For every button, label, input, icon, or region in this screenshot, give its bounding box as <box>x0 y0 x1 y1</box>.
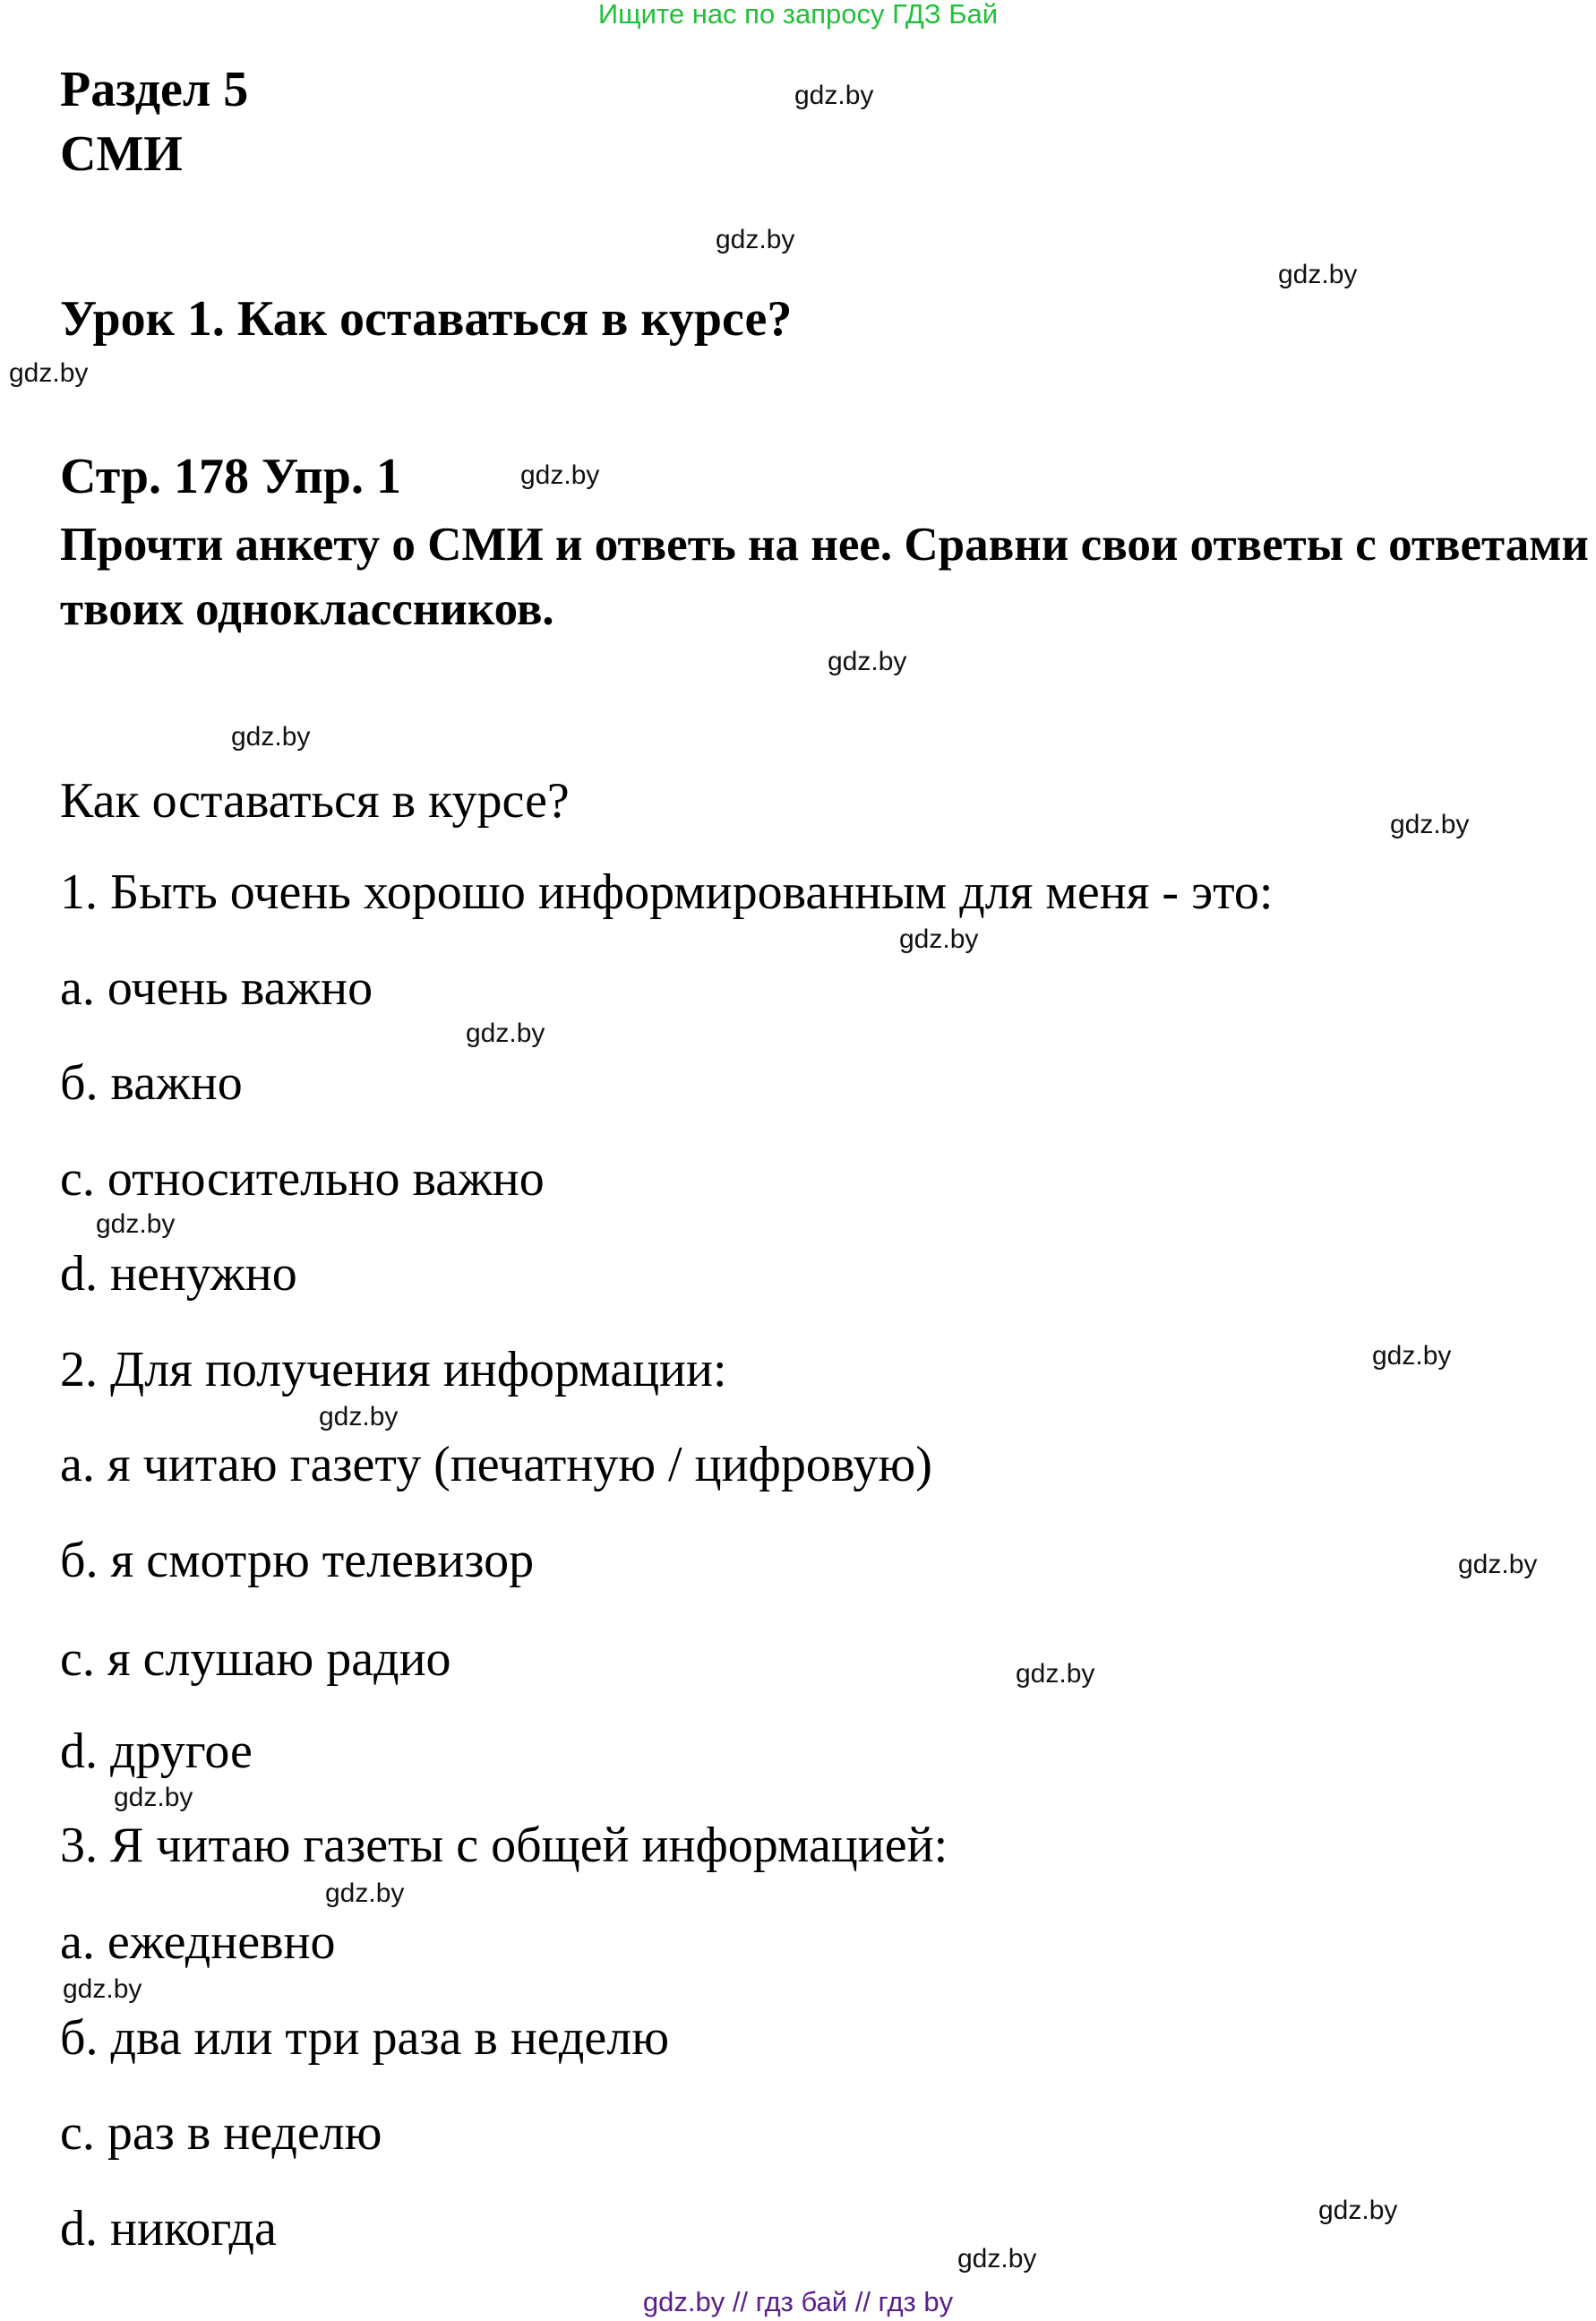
survey-option: б. важно <box>60 1055 243 1111</box>
survey-option: d. ненужно <box>60 1246 297 1302</box>
footer-links: gdz.by // гдз бай // гдз by <box>642 2286 954 2317</box>
watermark: gdz.by <box>319 1402 399 1431</box>
exercise-heading: Стр. 178 Упр. 1 <box>60 449 401 504</box>
survey-question: 3. Я читаю газеты с общей информацией: <box>60 1818 948 1873</box>
watermark: gdz.by <box>1458 1550 1538 1579</box>
survey-option: б. я смотрю телевизор <box>60 1533 535 1588</box>
search-banner: Ищите нас по запросу ГДЗ Бай <box>597 0 999 30</box>
survey-question: 1. Быть очень хорошо информированным для меня - это: <box>60 864 1274 920</box>
watermark: gdz.by <box>520 460 600 490</box>
watermark: gdz.by <box>1390 810 1470 839</box>
watermark: gdz.by <box>716 225 795 254</box>
watermark: gdz.by <box>231 722 311 752</box>
watermark: gdz.by <box>828 647 907 676</box>
watermark: gdz.by <box>899 924 979 954</box>
watermark: gdz.by <box>466 1019 545 1048</box>
watermark: gdz.by <box>1318 2196 1398 2225</box>
watermark: gdz.by <box>794 81 874 110</box>
survey-title: Как оставаться в курсе? <box>60 773 570 829</box>
survey-option: a. очень важно <box>60 960 373 1016</box>
task-text: Прочти анкету о СМИ и ответь на нее. Сравни свои ответы с ответами твоих одноклассников. <box>60 519 1589 635</box>
survey-option: d. никогда <box>60 2201 277 2257</box>
section-heading: Раздел 5 <box>60 62 249 117</box>
watermark: gdz.by <box>9 358 89 388</box>
watermark: gdz.by <box>1016 1659 1095 1689</box>
survey-option: c. раз в неделю <box>60 2105 382 2161</box>
watermark: gdz.by <box>96 1209 176 1239</box>
watermark: gdz.by <box>957 2244 1037 2274</box>
survey-option: a. ежедневно <box>60 1914 336 1970</box>
survey-option: б. два или три раза в неделю <box>60 2010 670 2066</box>
survey-option: c. относительно важно <box>60 1151 545 1207</box>
watermark: gdz.by <box>325 1878 405 1908</box>
watermark: gdz.by <box>114 1783 193 1812</box>
watermark: gdz.by <box>1372 1341 1452 1371</box>
survey-question: 2. Для получения информации: <box>60 1342 727 1397</box>
survey-option: c. я слушаю радио <box>60 1631 451 1687</box>
watermark: gdz.by <box>63 1974 142 2004</box>
watermark: gdz.by <box>1278 260 1358 289</box>
survey-option: d. другое <box>60 1724 253 1779</box>
survey-option: a. я читаю газету (печатную / цифровую) <box>60 1437 932 1492</box>
lesson-title: Урок 1. Как оставаться в курсе? <box>60 291 793 347</box>
section-title: СМИ <box>60 126 183 182</box>
